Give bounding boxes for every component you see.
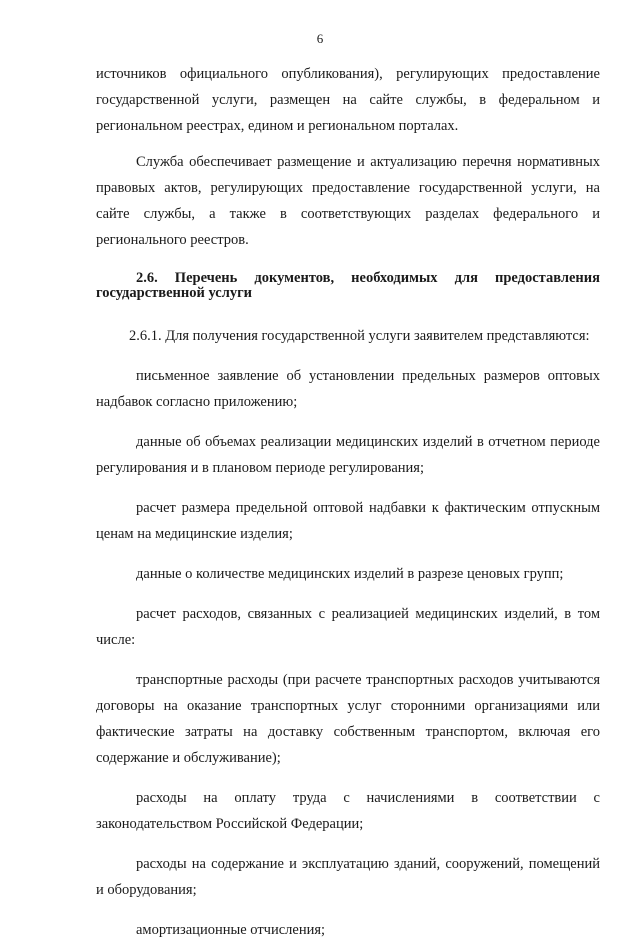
list-item: данные о количестве медицинских изделий в разрезе ценовых групп; [136, 566, 564, 582]
list-item: расчет размера предельной оптовой надбавки к фактическим отпускным ценам на медицинские изделия; [96, 500, 600, 542]
page-number: 6 [316, 31, 324, 46]
document-body [96, 61, 600, 943]
list-item: расходы на содержание и эксплуатацию зданий, сооружений, помещений и оборудования; [96, 856, 600, 898]
list-item: письменное заявление об установлении предельных размеров оптовых надбавок согласно приложению; [96, 368, 600, 410]
section-heading: 2.6. Перечень документов, необходимых для предоставления государственной услуги [96, 270, 600, 301]
list-item: расходы на оплату труда с начислениями в соответствии с законодательством Российской Федерации; [96, 790, 600, 832]
list-item: расчет расходов, связанных с реализацией медицинских изделий, в том числе: [96, 606, 600, 648]
list-item: данные об объемах реализации медицинских изделий в отчетном периоде регулирования и в плановом периоде регулирования; [96, 434, 600, 476]
list-item: амортизационные отчисления; [136, 922, 326, 938]
paragraph: источников официального опубликования), регулирующих предоставление государственной услуги, размещен на сайте службы, в федеральном и региональном реестрах, едином и региональном порталах. [96, 66, 600, 134]
list-item: транспортные расходы (при расчете транспортных расходов учитываются договоры на оказание транспортных услуг сторонними организациями или фактические затраты на доставку собственным транспортом, включая его содержание и обслуживание); [96, 672, 600, 766]
list-item: 2.6.1. Для получения государственной услуги заявителем представляются: [129, 328, 590, 344]
paragraph: Служба обеспечивает размещение и актуализацию перечня нормативных правовых актов, регулирующих предоставление государственной услуги, на сайте службы, а также в соответствующих разделах федерального и регионального реестров. [96, 154, 600, 248]
